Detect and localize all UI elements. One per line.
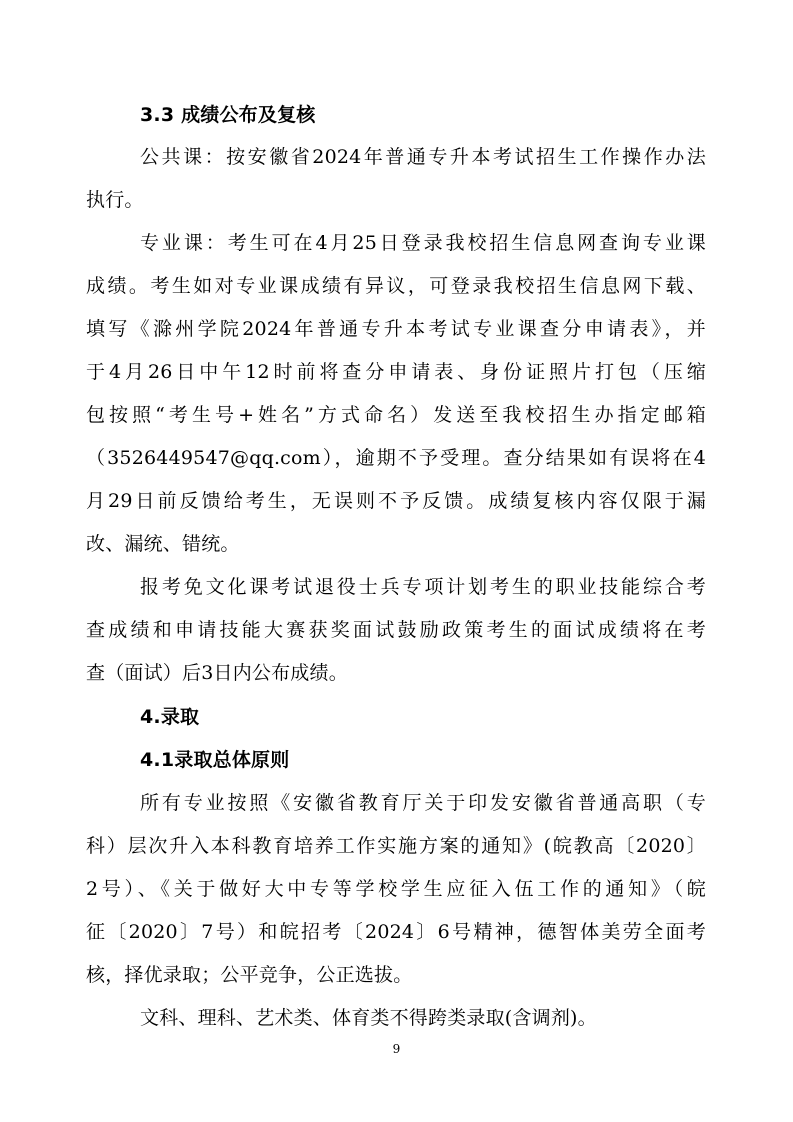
text-line: 核，择优录取；公平竞争，公正选拔。	[86, 964, 413, 986]
text-line: 2号）、《关于做好大中专等学校学生应征入伍工作的通知》（皖	[86, 878, 706, 900]
text-line: 科）层次升入本科教育培养工作实施方案的通知》(皖教高〔2020〕	[86, 835, 706, 857]
text-line: 于4月26日中午12时前将查分申请表、身份证照片打包（压缩	[86, 361, 706, 383]
text-line: 成绩。考生如对专业课成绩有异议，可登录我校招生信息网下载、	[86, 275, 706, 297]
text-line: 报考免文化课考试退役士兵专项计划考生的职业技能综合考	[140, 576, 706, 598]
text-line: 所有专业按照《安徽省教育厅关于印发安徽省普通高职（专	[140, 792, 706, 814]
text-line: 月29日前反馈给考生，无误则不予反馈。成绩复核内容仅限于漏	[86, 490, 706, 512]
text-line: 执行。	[86, 189, 144, 211]
text-line: 查（面试）后3日内公布成绩。	[86, 662, 348, 684]
text-line: 包按照“考生号+姓名”方式命名）发送至我校招生办指定邮箱	[86, 404, 706, 426]
text-line: （3526449547@qq.com），逾期不予受理。查分结果如有误将在4	[86, 447, 706, 469]
text-line: 征〔2020〕7号）和皖招考〔2024〕6号精神，德智体美劳全面考	[86, 921, 706, 943]
section-heading-3-3: 3.3 成绩公布及复核	[140, 104, 316, 126]
text-line: 填写《滁州学院2024年普通专升本考试专业课查分申请表》，并	[86, 318, 706, 340]
text-line: 查成绩和申请技能大赛获奖面试鼓励政策考生的面试成绩将在考	[86, 619, 706, 641]
text-line: 改、漏统、错统。	[86, 533, 240, 555]
text-line: 公共课：按安徽省2024年普通专升本考试招生工作操作办法	[140, 146, 706, 168]
text-line: 文科、理科、艺术类、体育类不得跨类录取(含调剂)。	[140, 1007, 597, 1029]
text-line: 专业课：考生可在4月25日登录我校招生信息网查询专业课	[140, 232, 706, 254]
section-heading-4-1: 4.1录取总体原则	[140, 749, 290, 771]
page-number: 9	[392, 1042, 401, 1056]
section-heading-4: 4.录取	[140, 706, 200, 728]
